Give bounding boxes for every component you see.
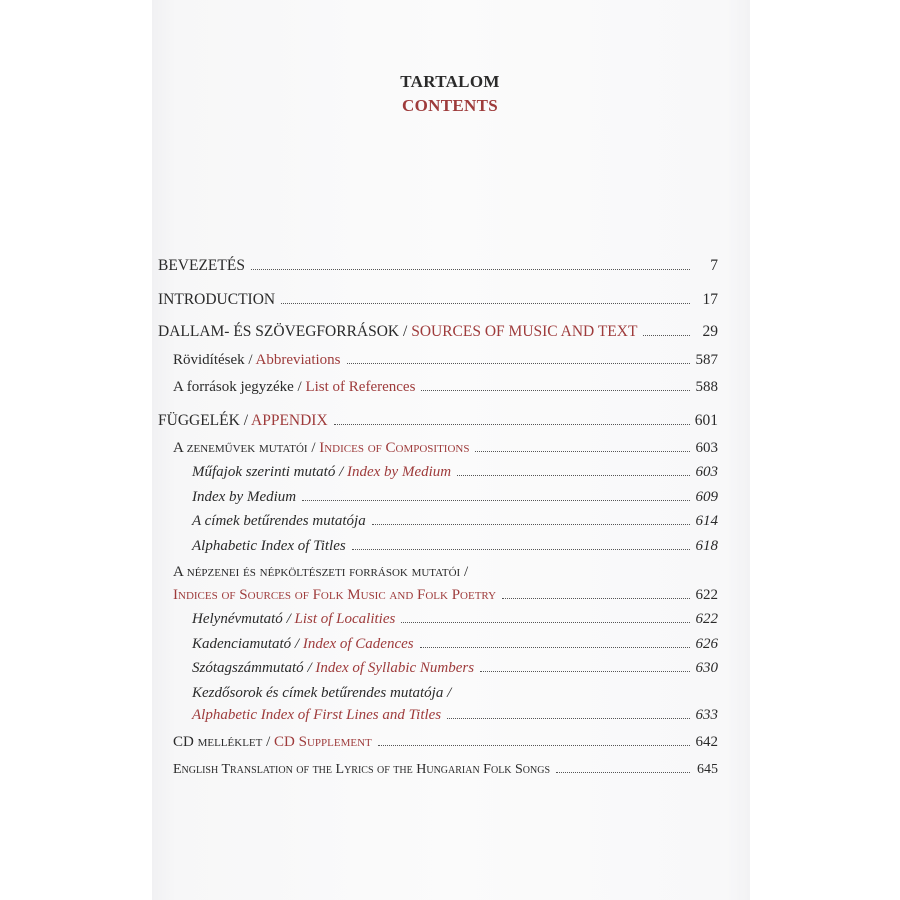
toc-entry-references[interactable] xyxy=(173,376,718,396)
leader-dots xyxy=(372,510,690,525)
toc-entry-titles-index-hu[interactable] xyxy=(192,510,718,530)
contents-title-hu: TARTALOM xyxy=(400,72,500,91)
toc-entry-index-by-medium[interactable] xyxy=(192,486,718,506)
leader-dots xyxy=(643,321,690,336)
leader-dots xyxy=(378,731,690,746)
toc-entry-page: 630 xyxy=(695,660,718,676)
toc-entry-page: 601 xyxy=(694,412,718,429)
toc-entry-page: 618 xyxy=(695,538,718,554)
toc-entry-title: Helynévmutató / List of Localities xyxy=(192,611,396,627)
toc-entry-title: Szótagszámmutató / Index of Syllabic Numbers xyxy=(192,660,475,676)
leader-dots xyxy=(475,437,690,452)
leader-dots xyxy=(447,704,690,719)
contents-title-en: CONTENTS xyxy=(402,96,498,115)
toc-entry-title: DALLAM- ÉS SZÖVEGFORRÁSOK / SOURCES OF MUSIC AND TEXT xyxy=(158,323,638,340)
leader-dots xyxy=(251,255,690,270)
toc-entry-title-en: Alphabetic Index of First Lines and Titles xyxy=(192,707,442,723)
toc-entry-title: BEVEZETÉS xyxy=(158,257,245,274)
leader-dots xyxy=(502,584,690,599)
toc-entry-title: Alphabetic Index of Titles xyxy=(192,538,346,554)
toc-entry-first-lines[interactable] xyxy=(192,704,718,724)
toc-entry-title: Rövidítések / Abbreviations xyxy=(173,352,341,368)
toc-entry-cadences[interactable] xyxy=(192,633,718,653)
toc-entry-syllabic-numbers[interactable] xyxy=(192,657,718,677)
toc-entry-page: 603 xyxy=(695,464,718,480)
toc-entry-appendix[interactable] xyxy=(158,410,718,430)
toc-entry-page: 603 xyxy=(695,440,718,456)
toc-entry-cd-supplement[interactable] xyxy=(173,731,718,751)
toc-entry-title: Index by Medium xyxy=(192,489,297,505)
toc-entry-title: INTRODUCTION xyxy=(158,291,276,308)
toc-entry-title-en: SOURCES OF MUSIC AND TEXT xyxy=(411,323,638,340)
leader-dots xyxy=(420,633,690,648)
leader-dots xyxy=(302,486,690,501)
leader-dots xyxy=(401,608,690,623)
toc-entry-page: 614 xyxy=(695,513,718,529)
toc-entry-page: 588 xyxy=(695,379,718,395)
leader-dots xyxy=(457,461,690,476)
toc-entry-localities[interactable] xyxy=(192,608,718,628)
leader-dots xyxy=(334,410,690,425)
leader-dots xyxy=(347,349,691,364)
toc-entry-title: A források jegyzéke / List of References xyxy=(173,379,416,395)
toc-entry-title: FÜGGELÉK / APPENDIX xyxy=(158,412,328,429)
toc-entry-indices-compositions[interactable] xyxy=(173,437,718,457)
toc-entry-abbreviations[interactable] xyxy=(173,349,718,369)
toc-entry-folk-indices-hu: A népzenei és népköltészeti források mutatói / xyxy=(173,564,469,580)
leader-dots xyxy=(352,535,690,550)
toc-entry-page: 609 xyxy=(695,489,718,505)
toc-entry-index-by-medium-hu[interactable] xyxy=(192,461,718,481)
toc-entry-title-en: Indices of Sources of Folk Music and Folk Poetry xyxy=(173,587,497,603)
toc-entry-english-translation[interactable] xyxy=(173,758,718,778)
leader-dots xyxy=(421,376,690,391)
toc-entry-titles-index[interactable] xyxy=(192,535,718,555)
toc-entry-page: 645 xyxy=(697,762,718,777)
toc-entry-title: CD melléklet / CD Supplement xyxy=(173,734,372,750)
toc-entry-title: Kadenciamutató / Index of Cadences xyxy=(192,636,414,652)
toc-entry-page: 633 xyxy=(695,707,718,723)
toc-entry-title: A címek betűrendes mutatója xyxy=(192,513,366,529)
toc-entry-page: 29 xyxy=(702,323,718,340)
toc-entry-sources[interactable] xyxy=(158,321,718,341)
toc-entry-page: 642 xyxy=(695,734,718,750)
leader-dots xyxy=(281,289,690,304)
leader-dots xyxy=(480,657,690,672)
toc-entry-folk-indices[interactable] xyxy=(173,584,718,604)
toc-entry-title: English Translation of the Lyrics of the Hungarian Folk Songs xyxy=(173,762,551,777)
toc-entry-page: 622 xyxy=(695,587,718,603)
leader-dots xyxy=(556,758,690,773)
toc-entry-title: A zeneművek mutatói / Indices of Compositions xyxy=(173,440,470,456)
toc-entry-page: 7 xyxy=(710,257,718,274)
toc-entry-title: Műfajok szerinti mutató / Index by Medium xyxy=(192,464,452,480)
toc-entry-page: 626 xyxy=(695,636,718,652)
toc-entry-first-lines-hu: Kezdősorok és címek betűrendes mutatója / xyxy=(192,685,452,701)
toc-entry-introduction[interactable] xyxy=(158,289,718,309)
toc-entry-page: 622 xyxy=(695,611,718,627)
toc-entry-bevezetes[interactable] xyxy=(158,255,718,275)
toc-entry-page: 587 xyxy=(695,352,718,368)
toc-entry-page: 17 xyxy=(702,291,718,308)
